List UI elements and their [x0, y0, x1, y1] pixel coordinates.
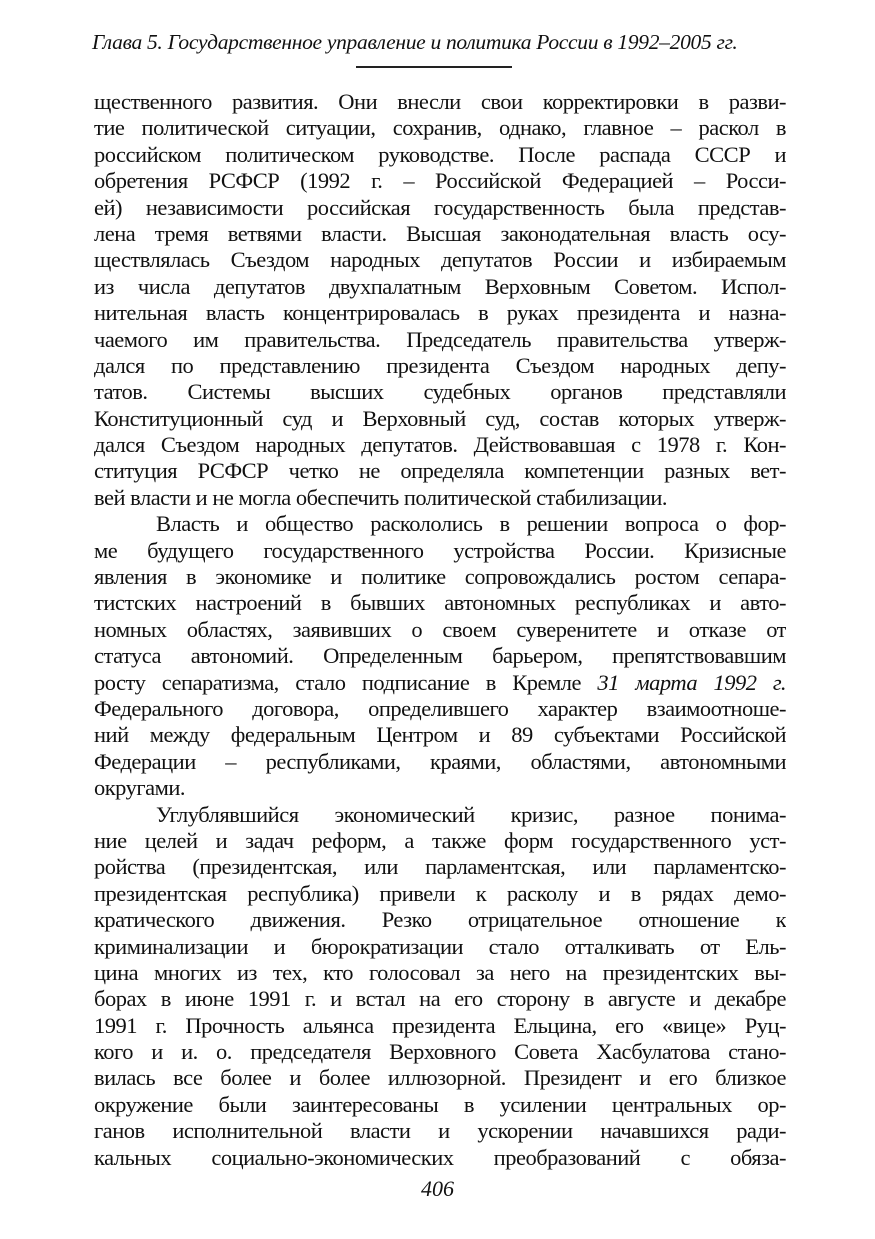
text-line: Углублявшийся экономический кризис, разное понима-: [156, 801, 786, 827]
text-line: статуса автономий. Определенным барьером, препятствовавшим: [94, 643, 786, 669]
text-line: дался Съездом народных депутатов. Действовавшая с 1978 г. Кон-: [94, 432, 786, 458]
running-header: Глава 5. Государственное управление и политика России в 1992–2005 гг.: [92, 30, 738, 54]
text-line: щественного развития. Они внесли свои корректировки в разви-: [94, 89, 786, 114]
text-line: номных областях, заявивших о своем суверенитете и отказе от: [94, 616, 786, 642]
text-line: 1991 г. Прочность альянса президента Ельцина, его «вице» Руц-: [94, 1012, 786, 1038]
text-line: ей) независимости российская государственность была представ-: [94, 194, 786, 220]
text-line: Федерального договора, определившего характер взаимоотноше-: [94, 695, 786, 721]
text-line: явления в экономике и политике сопровождались ростом сепара-: [94, 564, 786, 590]
text-line: дался по представлению президента Съездом народных депу-: [94, 352, 786, 378]
text-line: президентская республика) привели к расколу и в рядах демо-: [94, 880, 786, 906]
text-line: нительная власть концентрировалась в руках президента и назна-: [94, 300, 786, 326]
text-line: ний между федеральным Центром и 89 субъектами Российской: [94, 722, 786, 748]
text-line: вилась все более и более иллюзорной. Президент и его близкое: [94, 1065, 786, 1091]
text-line: ганов исполнительной власти и ускорении начавшихся ради-: [94, 1118, 786, 1144]
text-line: кальных социально-экономических преобразований с обяза-: [94, 1144, 786, 1170]
text-line: борах в июне 1991 г. и встал на его сторону в августе и декабре: [94, 986, 786, 1012]
text-line: тие политической ситуации, сохранив, однако, главное – раскол в: [94, 115, 786, 141]
text-line: из числа депутатов двухпалатным Верховным Советом. Испол-: [94, 273, 786, 299]
text-line: Конституционный суд и Верховный суд, состав которых утверж-: [94, 405, 786, 431]
body-text: [94, 89, 786, 1171]
text-line: Власть и общество раскололись в решении вопроса о фор-: [156, 511, 786, 537]
text-line: ройства (президентская, или парламентская, или парламентско-: [94, 854, 786, 880]
text-line: окружение были заинтересованы в усилении центральных ор-: [94, 1091, 786, 1117]
text-line: тистских настроений в бывших автономных республиках и авто-: [94, 590, 786, 616]
text-line: округами.: [94, 775, 186, 801]
text-line: российском политическом руководстве. После распада СССР и: [94, 141, 786, 167]
text-line: татов. Системы высших судебных органов представляли: [94, 379, 786, 405]
text-line: кратического движения. Резко отрицательное отношение к: [94, 907, 786, 933]
text-line: [94, 670, 786, 696]
text-segment: росту сепаратизма, стало подписание в Кремле: [94, 669, 598, 695]
header-rule: [356, 66, 512, 68]
text-line: цина многих из тех, кто голосовал за него на президентских вы-: [94, 959, 786, 985]
text-line: ме будущего государственного устройства России. Кризисные: [94, 537, 786, 563]
text-line: криминализации и бюрократизации стало отталкивать от Ель-: [94, 933, 786, 959]
text-line: лена тремя ветвями власти. Высшая законодательная власть осу-: [94, 220, 786, 246]
text-line: ние целей и задач реформ, а также форм государственного уст-: [94, 827, 786, 853]
text-line: ществлялась Съездом народных депутатов России и избираемым: [94, 247, 786, 273]
text-line: ституция РСФСР четко не определяла компетенции разных вет-: [94, 458, 786, 484]
text-line: Федерации – республиками, краями, областями, автономными: [94, 748, 786, 774]
text-line: обретения РСФСР (1992 г. – Российской Федерацией – Росси-: [94, 168, 786, 194]
italic-date: 31 марта 1992 г.: [597, 669, 786, 695]
text-line: кого и и. о. председателя Верховного Совета Хасбулатова стано-: [94, 1039, 786, 1065]
text-line: вей власти и не могла обеспечить политической стабилизации.: [94, 484, 668, 510]
page-number: 406: [421, 1176, 454, 1201]
text-line: чаемого им правительства. Председатель правительства утверж-: [94, 326, 786, 352]
